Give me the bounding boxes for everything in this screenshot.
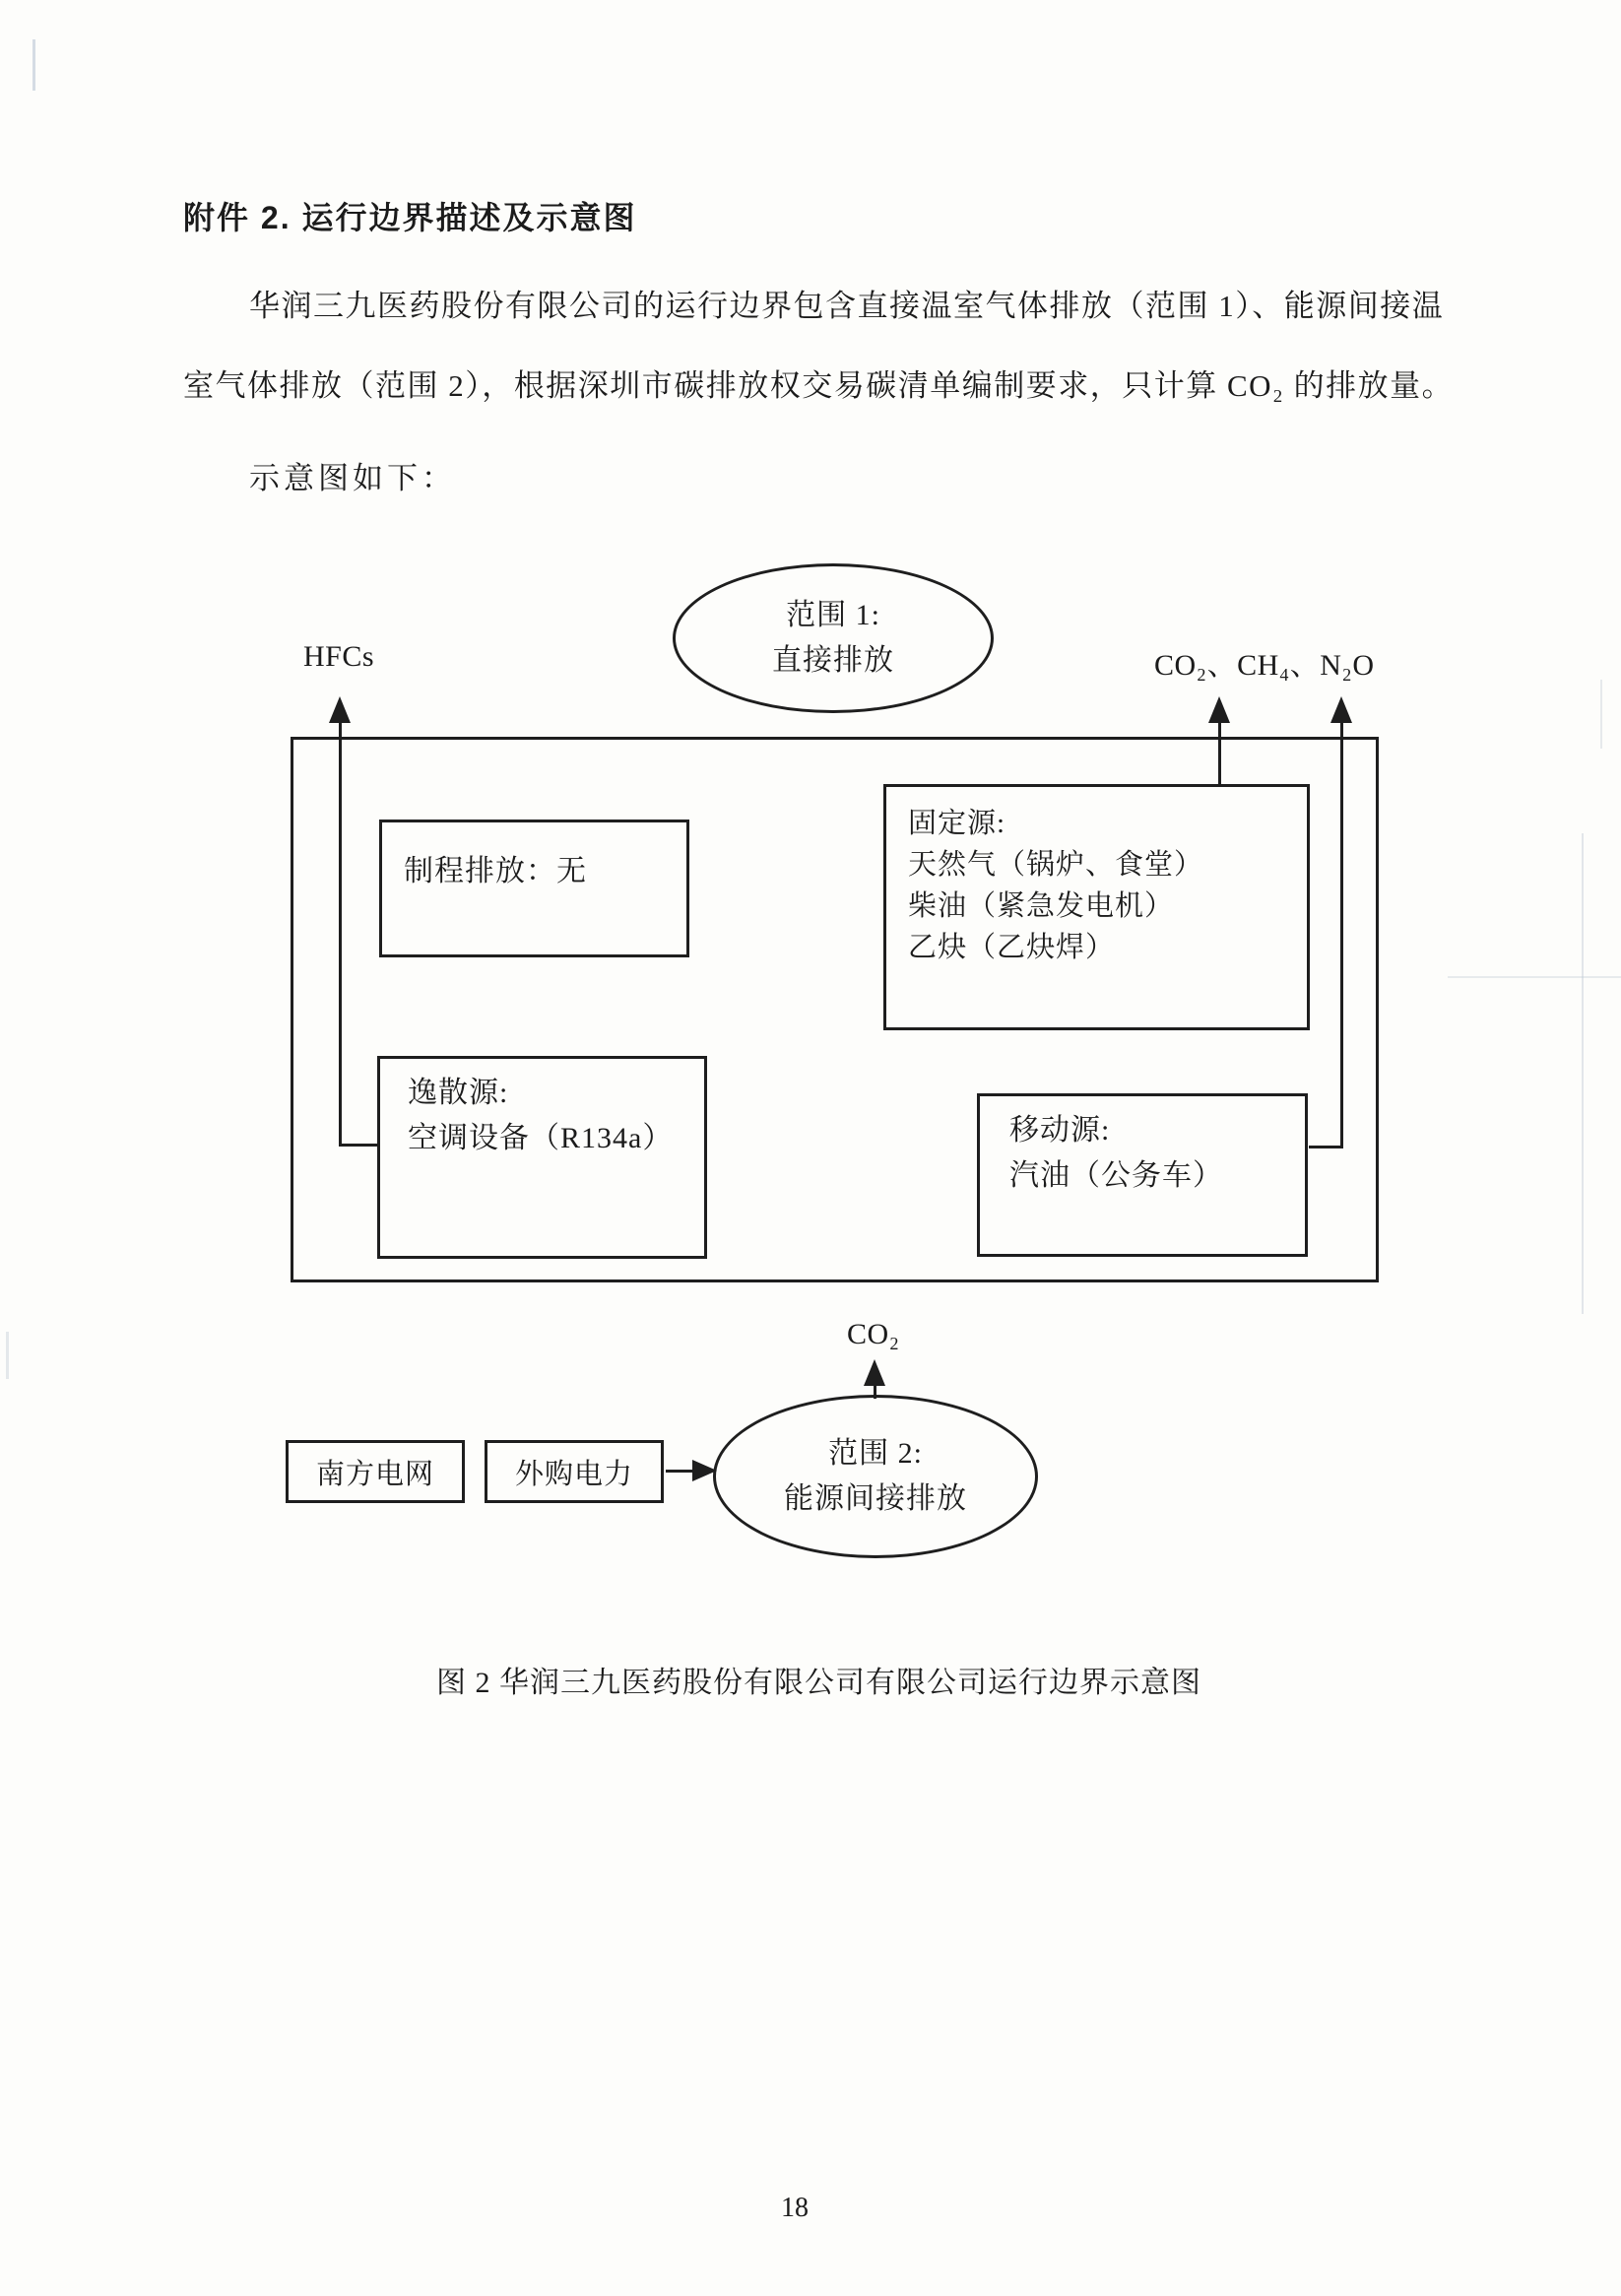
gases-label: CO₂、CH₄、N₂O — [1154, 649, 1375, 682]
mobile-sources-box — [977, 1093, 1308, 1257]
page-number: 18 — [781, 2193, 809, 2223]
hfcs-arrowhead-icon — [329, 696, 351, 723]
paragraph-line-2: 室气体排放（范围 2），根据深圳市碳排放权交易碳清单编制要求，只计算 CO₂ 的排放量。 — [183, 368, 1455, 403]
stationary-sources-box — [883, 784, 1310, 1030]
paragraph-line-1: 华润三九医药股份有限公司的运行边界包含直接温室气体排放（范围 1）、能源间接温 — [249, 289, 1445, 323]
fugitive-line-1: 空调设备（R134a） — [408, 1122, 674, 1154]
fugitive-sources-box — [377, 1056, 707, 1259]
stationary-line-3: 乙炔（乙炔焊） — [908, 932, 1116, 963]
hfcs-label: HFCs — [303, 640, 375, 673]
scope2-line1: 范围 2: — [828, 1437, 923, 1470]
stationary-title: 固定源: — [908, 808, 1006, 839]
paragraph-line-3: 示意图如下： — [249, 461, 456, 495]
process-emissions-text: 制程排放：无 — [404, 855, 587, 887]
co2-arrowhead-icon — [864, 1359, 885, 1386]
co2-label: CO₂ — [847, 1318, 900, 1350]
process-emissions-box — [379, 820, 689, 957]
purchased-electricity-box — [485, 1440, 664, 1503]
electricity-arrow-line — [666, 1470, 695, 1473]
figure-caption: 图 2 华润三九医药股份有限公司有限公司运行边界示意图 — [436, 1667, 1201, 1699]
electricity-arrowhead-icon — [692, 1460, 717, 1481]
southern-grid-box — [286, 1440, 465, 1503]
attachment-title: 附件 2. 运行边界描述及示意图 — [183, 200, 637, 235]
mobile-title: 移动源: — [1009, 1114, 1111, 1147]
purchased-electricity-text: 外购电力 — [514, 1458, 633, 1490]
scope1-ellipse — [673, 563, 994, 713]
scope1-line2: 直接排放 — [772, 644, 894, 677]
mobile-line-1: 汽油（公务车） — [1009, 1159, 1223, 1192]
stationary-line-2: 柴油（紧急发电机） — [908, 890, 1175, 922]
mobile-arrowhead-icon — [1330, 696, 1352, 723]
scope2-line2: 能源间接排放 — [784, 1482, 967, 1515]
fugitive-title: 逸散源: — [408, 1077, 509, 1109]
scope2-ellipse — [713, 1395, 1038, 1558]
stationary-line-1: 天然气（锅炉、食堂） — [908, 849, 1204, 881]
scope1-line1: 范围 1: — [786, 599, 880, 631]
southern-grid-text: 南方电网 — [315, 1458, 434, 1490]
stationary-arrowhead-icon — [1208, 696, 1230, 723]
